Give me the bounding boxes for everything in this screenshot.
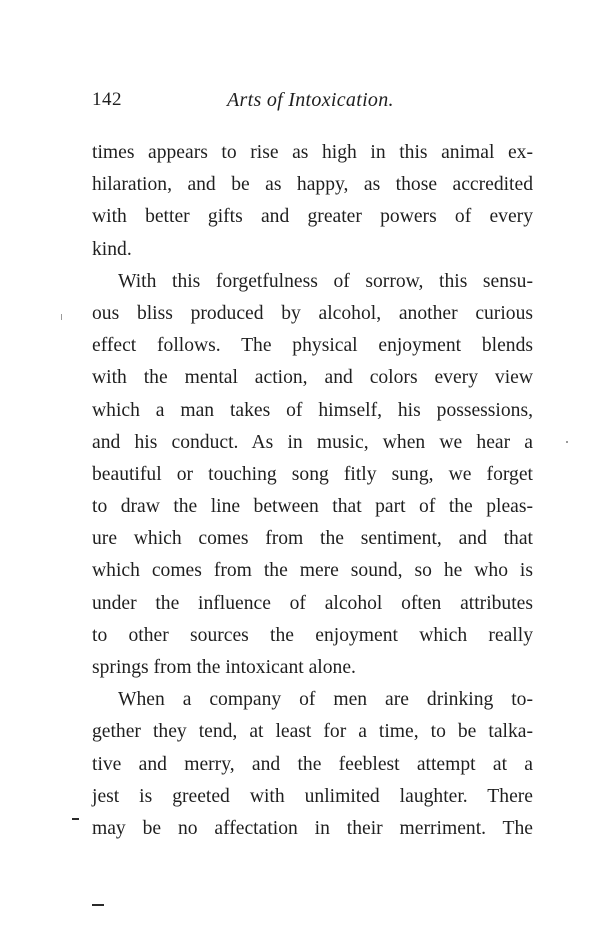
text-line: ous bliss produced by alcohol, another curious — [92, 302, 533, 324]
running-title: Arts of Intoxication. — [227, 89, 394, 111]
text-line: which comes from the mere sound, so he who is — [92, 560, 533, 582]
text-line: gether they tend, at least for a time, to be talka- — [92, 721, 533, 743]
margin-mark — [566, 441, 568, 443]
text-line: When a company of men are drinking to- — [118, 689, 533, 711]
text-line: under the influence of alcohol often attributes — [92, 592, 533, 614]
text-line: times appears to rise as high in this animal ex- — [92, 142, 533, 163]
margin-mark — [72, 818, 79, 820]
text-line: with the mental action, and colors every view — [92, 367, 533, 389]
text-line: to other sources the enjoyment which really — [92, 624, 533, 646]
text-line: kind. — [92, 238, 132, 260]
body-text — [92, 137, 533, 845]
text-line: which a man takes of himself, his possessions, — [92, 399, 533, 421]
text-line: beautiful or touching song fitly sung, we forget — [92, 463, 533, 485]
text-line: and his conduct. As in music, when we hear a — [92, 431, 533, 453]
margin-mark — [61, 314, 62, 320]
text-line: hilaration, and be as happy, as those accredited — [92, 174, 533, 196]
margin-mark — [92, 904, 104, 906]
text-line: effect follows. The physical enjoyment blends — [92, 335, 533, 357]
text-line: may be no affectation in their merriment. The — [92, 817, 533, 839]
text-line: with better gifts and greater powers of every — [92, 206, 533, 228]
running-header — [0, 89, 600, 119]
page-number: 142 — [92, 89, 122, 110]
text-line: springs from the intoxicant alone. — [92, 657, 356, 678]
text-line: tive and merry, and the feeblest attempt at a — [92, 753, 533, 775]
text-line: to draw the line between that part of the pleas- — [92, 496, 533, 518]
text-line: With this forgetfulness of sorrow, this sensu- — [118, 270, 533, 292]
text-line: ure which comes from the sentiment, and that — [92, 528, 533, 550]
text-line: jest is greeted with unlimited laughter. There — [92, 785, 533, 807]
